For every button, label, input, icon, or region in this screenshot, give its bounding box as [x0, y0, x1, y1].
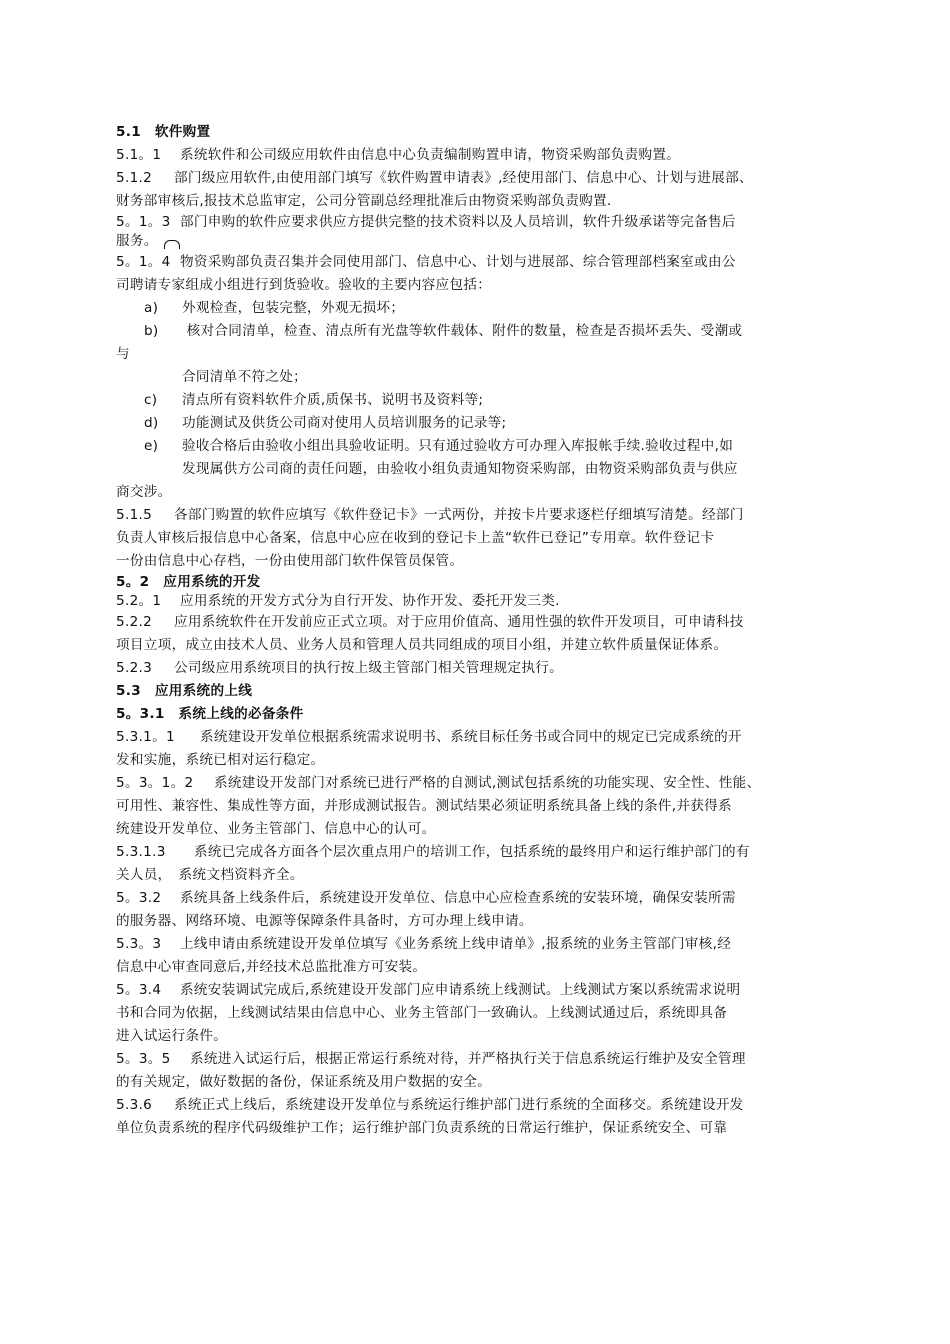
paragraph-5-1-3-cont — [116, 232, 876, 251]
clause-number: 5.1。1 — [116, 147, 162, 163]
clause-number: 5.2.3 — [116, 660, 153, 676]
section-5-2-heading: 5。2 应用系统的开发 — [116, 574, 261, 590]
clause-text: 系统具备上线条件后，系统建设开发单位、信息中心应检查系统的安装环境，确保安装所需 — [180, 890, 736, 906]
paragraph-5-1-4 — [116, 251, 876, 274]
list-item-d — [116, 412, 876, 435]
paragraph-5-3-1-1-cont: 发和实施，系统已相对运行稳定。 — [116, 752, 325, 768]
clause-text: 系统建设开发部门对系统已进行严格的自测试,测试包括系统的功能实现、安全性、性能、 — [214, 775, 761, 791]
paragraph-5-1-5 — [116, 504, 876, 527]
clause-text: 各部门购置的软件应填写《软件登记卡》一式两份，并按卡片要求逐栏仔细填写清楚。经部门 — [174, 507, 744, 523]
list-item-b-cont: 与 — [116, 346, 130, 362]
paragraph-5-3-1-3-cont: 关人员， 系统文档资料齐全。 — [116, 867, 304, 883]
paragraph-5-1-2 — [116, 167, 876, 190]
clause-text: 物资采购部负责召集并会同使用部门、信息中心、计划与进展部、综合管理部档案室或由公 — [180, 254, 736, 270]
paragraph-5-2-3 — [116, 657, 876, 680]
clause-number: 5。1。3 — [116, 214, 171, 230]
paragraph-5-2-2 — [116, 611, 876, 634]
list-item-c — [116, 389, 876, 412]
clause-text: 公司级应用系统项目的执行按上级主管部门相关管理规定执行。 — [174, 660, 564, 676]
clause-number: 5.3.6 — [116, 1097, 153, 1113]
paragraph-5-1-2-cont: 财务部审核后,报技术总监审定，公司分管副总经理批准后由物资采购部负责购置. — [116, 193, 612, 209]
paragraph-5-2-2-cont: 项目立项，成立由技术人员、业务人员和管理人员共同组成的项目小组，并建立软件质量保证体系。 — [116, 637, 728, 653]
clause-number: 5.3.1.3 — [116, 844, 166, 860]
clause-number: 5.2.2 — [116, 614, 153, 630]
list-item-b — [116, 320, 876, 343]
clause-text: 部门级应用软件,由使用部门填写《软件购置申请表》,经使用部门、信息中心、计划与进展部、 — [174, 170, 753, 186]
clause-text: 系统安装调试完成后,系统建设开发部门应申请系统上线测试。上线测试方案以系统需求说明 — [180, 982, 741, 998]
list-label: a) — [144, 300, 159, 316]
list-item-e — [116, 435, 876, 458]
clause-text: 服务。 — [116, 233, 158, 249]
paragraph-5-3-1-1 — [116, 726, 876, 749]
clause-text: 部门申购的软件应要求供应方提供完整的技术资料以及人员培训，软件升级承诺等完备售后 — [180, 214, 736, 230]
paragraph-5-3-4-cont: 书和合同为依据，上线测试结果由信息中心、业务主管部门一致确认。上线测试通过后，系统即具备 — [116, 1005, 728, 1021]
list-item-a — [116, 297, 876, 320]
edit-mark-icon — [164, 240, 180, 249]
clause-text: 应用系统软件在开发前应正式立项。对于应用价值高、通用性强的软件开发项目，可申请科技 — [174, 614, 744, 630]
list-text: 外观检查，包装完整，外观无损坏； — [182, 300, 405, 316]
paragraph-5-3-1-2 — [116, 772, 876, 795]
section-5-3-1-heading: 5。3.1 系统上线的必备条件 — [116, 706, 304, 722]
paragraph-5-1-3 — [116, 213, 876, 232]
paragraph-5-3-2-cont: 的服务器、网络环境、电源等保障条件具备时，方可办理上线申请。 — [116, 913, 533, 929]
clause-number: 5。3。1。2 — [116, 775, 194, 791]
document-page — [116, 121, 876, 1140]
paragraph-5-3-6-cont: 单位负责系统的程序代码级维护工作；运行维护部门负责系统的日常运行维护，保证系统安全、可靠 — [116, 1120, 728, 1136]
paragraph-5-2-1 — [116, 592, 876, 611]
list-item-b-cont2: 合同清单不符之处； — [182, 369, 308, 385]
clause-text: 系统已完成各方面各个层次重点用户的培训工作，包括系统的最终用户和运行维护部门的有 — [194, 844, 750, 860]
paragraph-5-3-4-cont2: 进入试运行条件。 — [116, 1028, 228, 1044]
clause-number: 5.1.5 — [116, 507, 153, 523]
clause-text: 系统软件和公司级应用软件由信息中心负责编制购置申请，物资采购部负责购置。 — [180, 147, 681, 163]
list-text: 功能测试及供货公司商对使用人员培训服务的记录等; — [182, 415, 507, 431]
paragraph-5-3-4 — [116, 979, 876, 1002]
clause-number: 5。3.4 — [116, 982, 162, 998]
section-5-3-heading: 5.3 应用系统的上线 — [116, 683, 253, 699]
list-item-e-cont2: 商交涉。 — [116, 484, 172, 500]
list-item-e-cont: 发现属供方公司商的责任问题，由验收小组负责通知物资采购部，由物资采购部负责与供应 — [182, 461, 738, 477]
clause-number: 5。3。5 — [116, 1051, 171, 1067]
paragraph-5-3-1-3 — [116, 841, 876, 864]
paragraph-5-3-5 — [116, 1048, 876, 1071]
list-label: d) — [144, 415, 159, 431]
paragraph-5-3-1-2-cont: 可用性、兼容性、集成性等方面，并形成测试报告。测试结果必须证明系统具备上线的条件,并获得系 — [116, 798, 732, 814]
list-label: e) — [144, 438, 159, 454]
clause-number: 5。3.2 — [116, 890, 162, 906]
clause-number: 5.2。1 — [116, 593, 162, 609]
paragraph-5-3-2 — [116, 887, 876, 910]
clause-text: 上线申请由系统建设开发单位填写《业务系统上线申请单》,报系统的业务主管部门审核,经 — [180, 936, 732, 952]
clause-number: 5.1.2 — [116, 170, 153, 186]
clause-text: 系统建设开发单位根据系统需求说明书、系统目标任务书或合同中的规定已完成系统的开 — [200, 729, 742, 745]
list-label: b) — [144, 323, 159, 339]
list-text: 清点所有资料软件介质,质保书、说明书及资料等; — [182, 392, 484, 408]
list-text: 验收合格后由验收小组出具验收证明。只有通过验收方可办理入库报帐手续.验收过程中,如 — [182, 438, 734, 454]
list-text: 核对合同清单，检查、清点所有光盘等软件载体、附件的数量，检查是否损坏丢失、受潮或 — [182, 323, 743, 339]
clause-number: 5.3。3 — [116, 936, 162, 952]
paragraph-5-3-5-cont: 的有关规定，做好数据的备份，保证系统及用户数据的安全。 — [116, 1074, 492, 1090]
clause-text: 系统正式上线后，系统建设开发单位与系统运行维护部门进行系统的全面移交。系统建设开发 — [174, 1097, 744, 1113]
clause-text: 系统进入试运行后，根据正常运行系统对待，并严格执行关于信息系统运行维护及安全管理 — [190, 1051, 746, 1067]
paragraph-5-3-3 — [116, 933, 876, 956]
paragraph-5-1-5-cont2: 一份由信息中心存档，一份由使用部门软件保管员保管。 — [116, 553, 464, 569]
paragraph-5-1-5-cont: 负责人审核后报信息中心备案，信息中心应在收到的登记卡上盖“软件已登记”专用章。软件登记卡 — [116, 530, 715, 546]
paragraph-5-1-4-cont: 司聘请专家组成小组进行到货验收。验收的主要内容应包括： — [116, 277, 492, 293]
list-label: c) — [144, 392, 158, 408]
clause-number: 5.3.1。1 — [116, 729, 175, 745]
section-5-1-heading: 5.1 软件购置 — [116, 124, 211, 140]
paragraph-5-3-3-cont: 信息中心审查同意后,并经技术总监批准方可安装。 — [116, 959, 427, 975]
paragraph-5-3-1-2-cont2: 统建设开发单位、业务主管部门、信息中心的认可。 — [116, 821, 436, 837]
clause-number: 5。1。4 — [116, 254, 171, 270]
paragraph-5-1-1 — [116, 144, 876, 167]
clause-text: 应用系统的开发方式分为自行开发、协作开发、委托开发三类. — [180, 593, 560, 609]
paragraph-5-3-6 — [116, 1094, 876, 1117]
